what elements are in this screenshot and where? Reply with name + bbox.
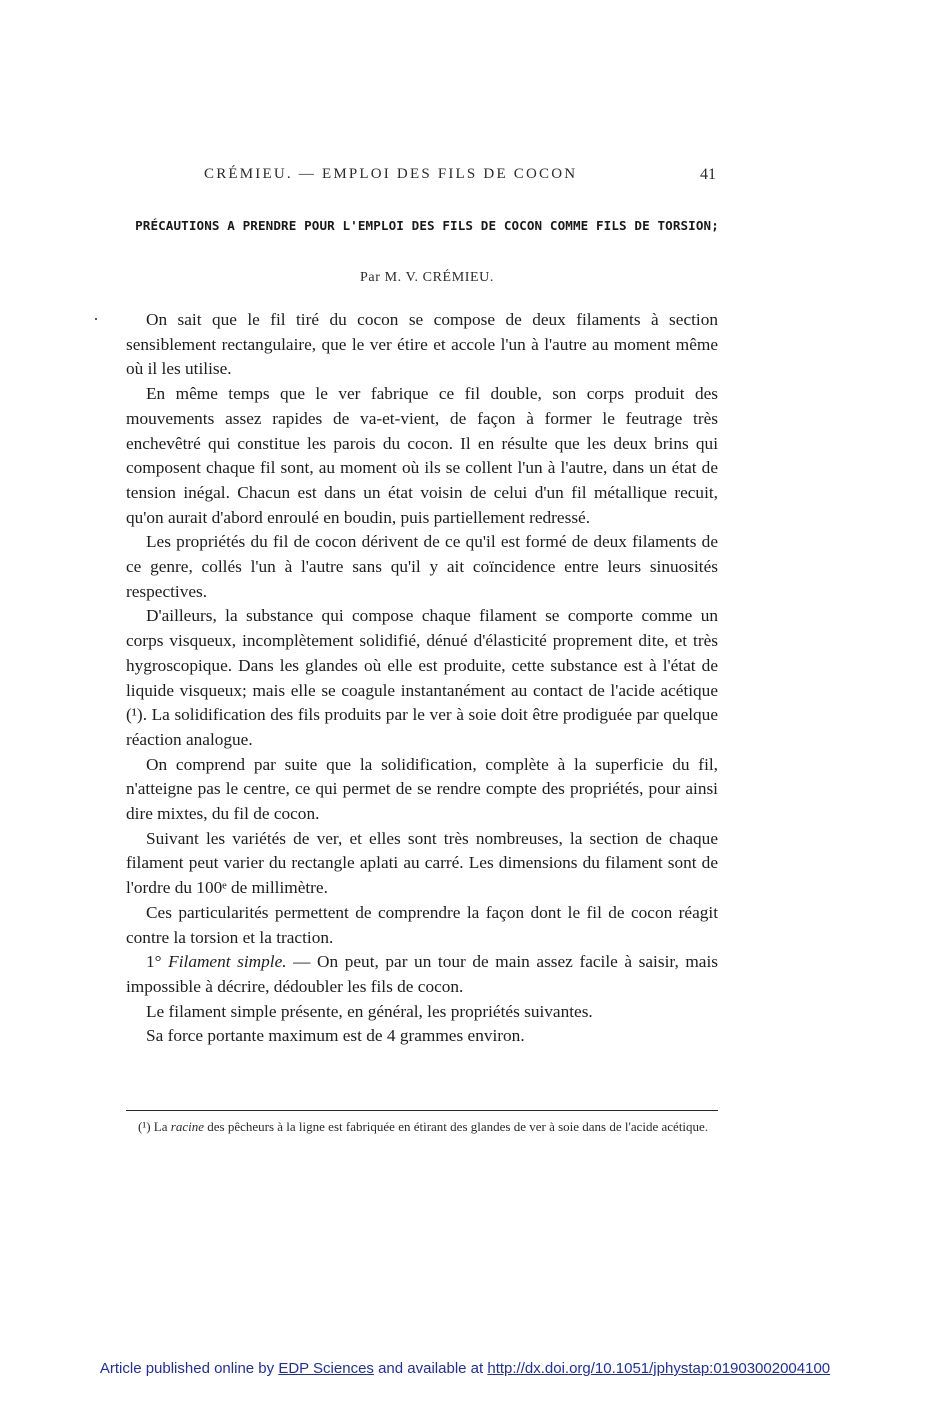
footnote-text: des pêcheurs à la ligne est fabriquée en étirant des glandes de ver à soie dans de l'acide acétique.: [207, 1119, 709, 1134]
margin-mark: [95, 318, 97, 320]
running-head: CRÉMIEU. — EMPLOI DES FILS DE COCON: [204, 166, 578, 182]
body-paragraph: Le filament simple présente, en général, les propriétés suivantes.: [146, 1001, 593, 1021]
article-body: [126, 308, 718, 1049]
body-paragraph: On sait que le fil tiré du cocon se compose de deux filaments à section sensiblement rectangulaire, que le ver étire et accole l'un à l'autre au moment même où il les utilise.: [126, 310, 718, 379]
section-paragraph: [126, 950, 718, 999]
footnote-rule: [126, 1110, 718, 1111]
body-paragraph: En même temps que le ver fabrique ce fil double, son corps produit des mouvements assez rapides de va-et-vient, de façon à former le feutrage très enchevêtré qui constitue les parois du cocon. Il en résulte que les deux brins qui composent chaque fil sont, au moment où ils se collent l'un à l'autre, dans un état de tension inégal. Chacun est dans un état voisin de celui d'un fil métallique recuit, qu'on aurait d'abord enroulé en boudin, puis partiellement redressé.: [126, 384, 718, 527]
page-number: 41: [700, 166, 716, 183]
section-number: 1°: [146, 952, 162, 972]
footer-prefix: Article published online by: [99, 1360, 275, 1377]
footer-middle: and available at: [378, 1360, 484, 1377]
body-paragraph: D'ailleurs, la substance qui compose chaque filament se comporte comme un corps visqueux, incomplètement solidifié, dénué d'élasticité proprement dite, et très hygroscopique. Dans les glandes où elle est produite, cette substance est à l'état de liquide visqueux; mais elle se coagule instantanément au contact de l'acide acétique (¹). La solidification des fils produits par le ver à soie doit être prodiguée par quelque réaction analogue.: [126, 606, 718, 749]
doi-link[interactable]: http://dx.doi.org/10.1051/jphystap:01903002004100: [487, 1360, 831, 1377]
body-paragraph: On comprend par suite que la solidification, complète à la superficie du fil, n'atteigne pas le centre, ce qui permet de se rendre compte des propriétés, pour ainsi dire mixtes, du fil de cocon.: [126, 754, 718, 824]
body-paragraph: Ces particularités permettent de comprendre la façon dont le fil de cocon réagit contre la torsion et la traction.: [126, 902, 718, 947]
publisher-footer: [0, 1360, 930, 1377]
footnote-italic: racine: [170, 1119, 204, 1134]
section-text: — On peut, par un tour de main assez facile à saisir, mais impossible à décrire, dédoubler les fils de cocon.: [126, 952, 718, 996]
body-paragraph: Les propriétés du fil de cocon dérivent de ce qu'il est formé de deux filaments de ce genre, collés l'un à l'autre sans qu'il y ait coïncidence entre leurs sinuosités respectives.: [126, 532, 718, 601]
article-title: PRÉCAUTIONS A PRENDRE POUR L'EMPLOI DES FILS DE COCON COMME FILS DE TORSION;: [135, 218, 719, 233]
footnote-marker: (¹) La: [138, 1119, 168, 1134]
body-paragraph: Suivant les variétés de ver, et elles sont très nombreuses, la section de chaque filament peut varier du rectangle aplati au carré. Les dimensions du filament sont de l'ordre du 100ᵉ de millimètre.: [126, 828, 718, 898]
section-heading: Filament simple.: [168, 952, 287, 972]
publisher-link[interactable]: EDP Sciences: [278, 1360, 374, 1377]
body-paragraph: Sa force portante maximum est de 4 grammes environ.: [146, 1026, 525, 1046]
article-author: Par M. V. CRÉMIEU.: [360, 270, 494, 285]
footnote: [126, 1118, 718, 1136]
